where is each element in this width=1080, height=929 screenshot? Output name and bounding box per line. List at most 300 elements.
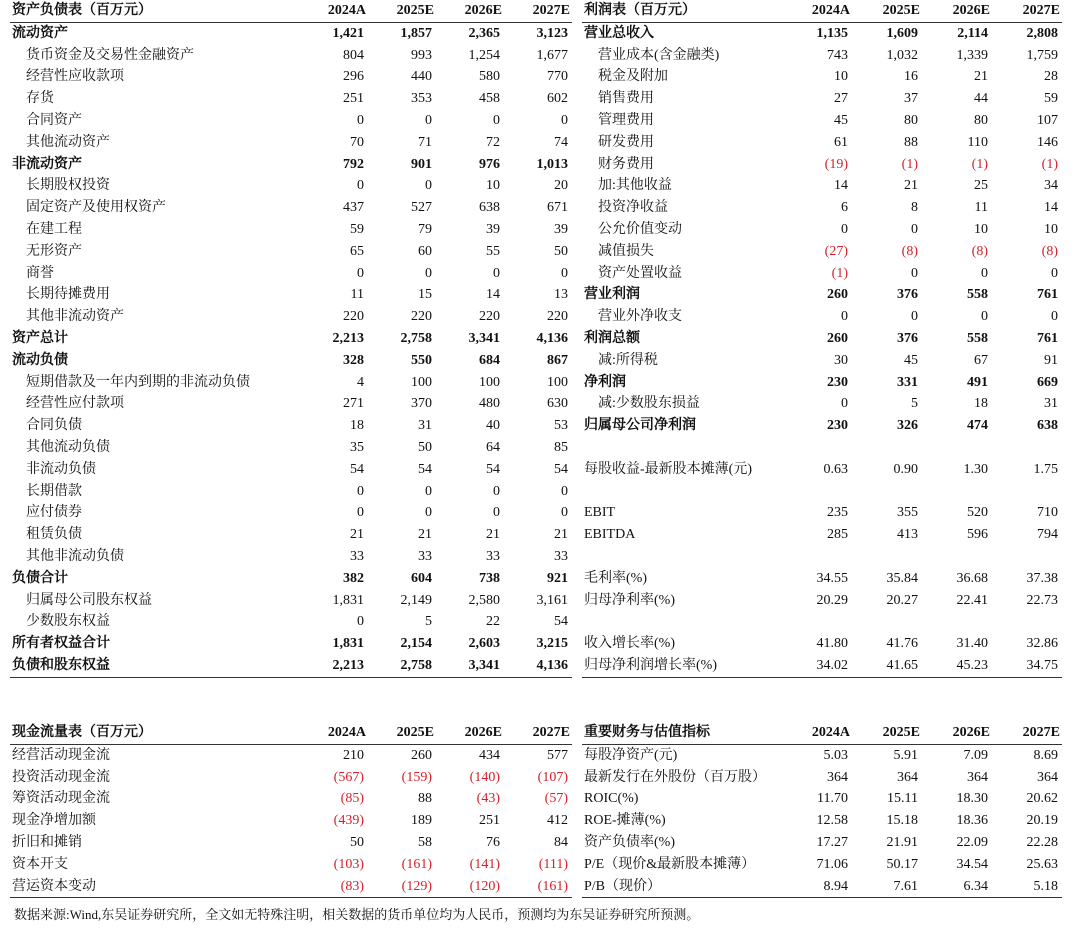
row-label: 其他流动负债: [26, 439, 110, 455]
cell-value: 792: [343, 156, 364, 172]
cell-value: 21: [418, 527, 432, 543]
cell-value: 4: [357, 374, 364, 390]
row-label: 归母净利润增长率(%): [582, 655, 782, 677]
cell-value: 45.23: [922, 655, 992, 677]
cell-value: 0: [357, 265, 364, 281]
cell-value: 37.38: [1026, 570, 1058, 586]
cell-value: 738: [479, 570, 500, 586]
cell-value: 0: [1051, 265, 1058, 281]
cell-value: (140): [469, 769, 500, 785]
cell-value: 440: [411, 69, 432, 85]
cell-value: 604: [411, 570, 432, 586]
cell-value: 2,213: [300, 655, 368, 677]
cell-value: (107): [537, 769, 568, 785]
cell-value: 84: [554, 834, 568, 850]
cell-value: 710: [1037, 505, 1058, 521]
cell-value: [992, 437, 1062, 459]
cell-value: 21: [350, 527, 364, 543]
cell-value: 296: [343, 69, 364, 85]
cell-value: 50.17: [886, 856, 918, 872]
cell-value: 15: [418, 287, 432, 303]
cell-value: 40: [486, 418, 500, 434]
cell-value: 328: [343, 352, 364, 368]
cell-value: 21.91: [886, 834, 918, 850]
row-label: 营业外净收支: [598, 309, 682, 325]
year-header: 2027E: [992, 722, 1062, 744]
row-label: 负债和股东权益: [10, 655, 300, 677]
cell-value: 376: [897, 330, 918, 346]
row-label: 筹资活动现金流: [12, 791, 110, 807]
cell-value: 684: [479, 352, 500, 368]
cell-value: 34.02: [782, 655, 852, 677]
cell-value: 20.27: [886, 592, 918, 608]
year-header: 2026E: [922, 0, 992, 22]
cell-value: 10: [974, 221, 988, 237]
cell-value: 1,254: [468, 47, 500, 63]
cell-value: 364: [897, 769, 918, 785]
cell-value: 80: [904, 112, 918, 128]
row-label: 其他非流动负债: [26, 548, 124, 564]
cell-value: 33: [418, 548, 432, 564]
table-row: [10, 132, 572, 154]
cell-value: 59: [350, 221, 364, 237]
cell-value: 5.91: [893, 747, 918, 763]
row-label: 归属母公司净利润: [584, 418, 696, 434]
row-label: 减:所得税: [598, 352, 658, 368]
cell-value: 20.19: [1026, 813, 1058, 829]
cell-value: 550: [411, 352, 432, 368]
table-row: [10, 175, 572, 197]
row-label: 租赁负债: [26, 527, 82, 543]
cell-value: 0: [841, 396, 848, 412]
cell-value: 434: [479, 747, 500, 763]
cell-value: 993: [411, 47, 432, 63]
cell-value: 55: [486, 243, 500, 259]
cell-value: 558: [967, 287, 988, 303]
cell-value: 353: [411, 91, 432, 107]
cell-value: 520: [967, 505, 988, 521]
table-row: [10, 767, 572, 789]
cell-value: 8.94: [782, 876, 852, 898]
cell-value: 1,831: [332, 636, 364, 652]
row-label: 负债合计: [12, 570, 68, 586]
table-row: [582, 219, 1062, 241]
row-label: 无形资产: [26, 243, 82, 259]
cell-value: 76: [486, 834, 500, 850]
cell-value: 7.61: [852, 876, 922, 898]
cell-value: 11: [350, 287, 364, 303]
table-row: [10, 524, 572, 546]
table-row: [10, 744, 572, 766]
cell-value: 5.03: [823, 747, 848, 763]
row-label: 税金及附加: [598, 69, 668, 85]
row-label: 折旧和摊销: [12, 834, 82, 850]
cell-value: [922, 481, 992, 503]
cell-value: 0: [911, 265, 918, 281]
cell-value: 53: [554, 418, 568, 434]
table-row: [582, 154, 1062, 176]
row-label: 存货: [26, 91, 54, 107]
row-label: 营业利润: [584, 287, 640, 303]
cell-value: 0: [425, 178, 432, 194]
cell-value: 0: [493, 112, 500, 128]
cell-value: 671: [547, 200, 568, 216]
table-row: [10, 437, 572, 459]
cell-value: 271: [343, 396, 364, 412]
row-label: 加:其他收益: [598, 178, 672, 194]
year-header: 2025E: [368, 0, 436, 22]
row-label: [582, 546, 782, 568]
cell-value: 0: [911, 221, 918, 237]
balance-title: 资产负债表（百万元）: [10, 0, 300, 22]
cell-value: 64: [486, 439, 500, 455]
row-label: 公允价值变动: [598, 221, 682, 237]
cell-value: 558: [967, 330, 988, 346]
cell-value: 364: [827, 769, 848, 785]
valuation-table: [582, 722, 1062, 898]
cell-value: 413: [897, 527, 918, 543]
row-label: 管理费用: [598, 112, 654, 128]
row-label: 所有者权益合计: [12, 636, 110, 652]
cell-value: (120): [436, 876, 504, 898]
row-label: 非流动负债: [26, 461, 96, 477]
table-row: [582, 810, 1062, 832]
cell-value: 1,677: [536, 47, 568, 63]
cell-value: [922, 437, 992, 459]
cell-value: 18.36: [956, 813, 988, 829]
row-label: P/B（现价）: [582, 876, 782, 898]
cell-value: 794: [1037, 527, 1058, 543]
cell-value: 3,341: [468, 330, 500, 346]
cell-value: 0.63: [823, 461, 848, 477]
cell-value: 1,421: [332, 25, 364, 41]
row-label: 经营活动现金流: [12, 747, 110, 763]
cell-value: 71.06: [816, 856, 848, 872]
cell-value: 638: [1037, 418, 1058, 434]
cell-value: (1): [901, 156, 918, 172]
cell-value: 2,365: [468, 25, 500, 41]
cell-value: 20: [554, 178, 568, 194]
cell-value: 14: [834, 178, 848, 194]
cell-value: 10: [834, 69, 848, 85]
cell-value: 770: [547, 69, 568, 85]
row-label: 长期待摊费用: [26, 287, 110, 303]
table-row: [582, 372, 1062, 394]
row-label: 每股收益-最新股本摊薄(元): [584, 461, 752, 477]
cell-value: 22.73: [1026, 592, 1058, 608]
row-label: 资产总计: [12, 330, 68, 346]
cell-value: 230: [827, 374, 848, 390]
table-row: [10, 810, 572, 832]
table-row: [10, 832, 572, 854]
cell-value: 25.63: [1026, 856, 1058, 872]
valuation-title: 重要财务与估值指标: [582, 722, 782, 744]
table-row: [582, 284, 1062, 306]
row-label: EBIT: [584, 505, 616, 521]
cell-value: 14: [486, 287, 500, 303]
cell-value: 32.86: [1026, 636, 1058, 652]
table-row: [10, 854, 572, 876]
row-label: [582, 611, 782, 633]
cell-value: 235: [827, 505, 848, 521]
cell-value: 33: [350, 548, 364, 564]
cell-value: [782, 611, 852, 633]
cell-value: 260: [827, 330, 848, 346]
cell-value: 34.75: [992, 655, 1062, 677]
table-row: [582, 481, 1062, 503]
table-row: [10, 655, 572, 677]
table-row: [582, 524, 1062, 546]
row-label: 其他非流动资产: [26, 309, 124, 325]
cell-value: 34: [1044, 178, 1058, 194]
cell-value: 1,032: [886, 47, 918, 63]
cell-value: 2,213: [332, 330, 364, 346]
cell-value: 2,758: [400, 330, 432, 346]
row-label: 营业总收入: [584, 25, 654, 41]
table-row: [10, 393, 572, 415]
table-row: [10, 546, 572, 568]
row-label: 经营性应收款项: [26, 69, 124, 85]
cell-value: 28: [1044, 69, 1058, 85]
cell-value: 11.70: [817, 791, 848, 807]
cell-value: 480: [479, 396, 500, 412]
row-label: 财务费用: [598, 156, 654, 172]
cell-value: 0: [425, 112, 432, 128]
cell-value: 580: [479, 69, 500, 85]
cell-value: 44: [974, 91, 988, 107]
cell-value: 0: [425, 483, 432, 499]
cell-value: 20.62: [1026, 791, 1058, 807]
cell-value: [992, 611, 1062, 633]
cell-value: 21: [486, 527, 500, 543]
year-header: 2027E: [992, 0, 1062, 22]
row-label: 净利润: [584, 374, 626, 390]
row-label: EBITDA: [584, 527, 636, 543]
cell-value: 58: [418, 834, 432, 850]
cell-value: [852, 546, 922, 568]
cell-value: 355: [897, 505, 918, 521]
cell-value: (439): [333, 813, 364, 829]
cell-value: 22.09: [956, 834, 988, 850]
cell-value: 70: [350, 134, 364, 150]
cell-value: 5.18: [992, 876, 1062, 898]
row-label: 非流动资产: [12, 156, 82, 172]
table-row: [10, 241, 572, 263]
cell-value: (8): [901, 243, 918, 259]
row-label: 应付债券: [26, 505, 82, 521]
cell-value: 31.40: [956, 636, 988, 652]
cell-value: (103): [333, 856, 364, 872]
cell-value: 8: [911, 200, 918, 216]
row-label: [582, 481, 782, 503]
cell-value: 743: [827, 47, 848, 63]
cell-value: 15.11: [887, 791, 918, 807]
cell-value: 0: [493, 505, 500, 521]
cell-value: 2,114: [957, 25, 988, 41]
cell-value: [852, 481, 922, 503]
cell-value: 0: [561, 265, 568, 281]
cell-value: 107: [1037, 112, 1058, 128]
cell-value: 15.18: [886, 813, 918, 829]
table-row: [10, 88, 572, 110]
table-row: [582, 788, 1062, 810]
cell-value: 0: [493, 483, 500, 499]
cell-value: 80: [974, 112, 988, 128]
table-row: [10, 22, 572, 44]
year-header: 2024A: [300, 0, 368, 22]
cell-value: (129): [368, 876, 436, 898]
year-header: 2027E: [504, 722, 572, 744]
table-row: [582, 876, 1062, 898]
cell-value: (83): [300, 876, 368, 898]
cell-value: 34.55: [816, 570, 848, 586]
table-row: [10, 154, 572, 176]
table-row: [582, 568, 1062, 590]
cell-value: 18.30: [956, 791, 988, 807]
cell-value: 21: [904, 178, 918, 194]
table-row: [582, 415, 1062, 437]
table-row: [582, 633, 1062, 655]
cell-value: 41.80: [816, 636, 848, 652]
cell-value: 45: [904, 352, 918, 368]
cell-value: (57): [544, 791, 568, 807]
cell-value: (161): [401, 856, 432, 872]
row-label: 少数股东权益: [26, 614, 110, 630]
cell-value: 761: [1037, 287, 1058, 303]
cell-value: 54: [418, 461, 432, 477]
table-row: [582, 328, 1062, 350]
table-row: [582, 437, 1062, 459]
cell-value: 91: [1044, 352, 1058, 368]
cell-value: 41.76: [886, 636, 918, 652]
row-label: 营运资本变动: [10, 876, 300, 898]
row-label: 资本开支: [12, 856, 68, 872]
cell-value: 45: [834, 112, 848, 128]
cell-value: 18: [350, 418, 364, 434]
cell-value: 21: [974, 69, 988, 85]
cell-value: (8): [1041, 243, 1058, 259]
row-label: ROIC(%): [584, 791, 639, 807]
cell-value: 0: [841, 221, 848, 237]
row-label: 资产负债率(%): [584, 834, 675, 850]
row-label: 流动负债: [12, 352, 68, 368]
cell-value: 39: [486, 221, 500, 237]
cell-value: 0: [357, 112, 364, 128]
cell-value: 3,215: [536, 636, 568, 652]
cell-value: 22: [486, 614, 500, 630]
cell-value: 61: [834, 134, 848, 150]
cell-value: 3,161: [536, 592, 568, 608]
year-header: 2027E: [504, 0, 572, 22]
cell-value: 901: [411, 156, 432, 172]
cell-value: 326: [897, 418, 918, 434]
cell-value: 382: [343, 570, 364, 586]
table-row: [10, 328, 572, 350]
cell-value: 0: [561, 483, 568, 499]
cell-value: 260: [411, 747, 432, 763]
cell-value: 1,759: [1026, 47, 1058, 63]
cell-value: 22.28: [1026, 834, 1058, 850]
row-label: P/E（现价&最新股本摊薄）: [584, 856, 756, 872]
row-label: 利润总额: [584, 330, 640, 346]
cell-value: 0: [981, 265, 988, 281]
table-row: [582, 459, 1062, 481]
cell-value: 285: [827, 527, 848, 543]
table-row: [582, 66, 1062, 88]
cell-value: 0: [561, 505, 568, 521]
cell-value: 36.68: [956, 570, 988, 586]
cell-value: (567): [333, 769, 364, 785]
cell-value: (43): [476, 791, 500, 807]
table-row: [10, 284, 572, 306]
cell-value: 21: [554, 527, 568, 543]
cell-value: 16: [904, 69, 918, 85]
cell-value: 220: [547, 309, 568, 325]
cell-value: 60: [418, 243, 432, 259]
cell-value: 146: [1037, 134, 1058, 150]
table-row: [582, 393, 1062, 415]
income-title: 利润表（百万元）: [582, 0, 782, 22]
row-label: 减:少数股东损益: [598, 396, 700, 412]
table-row: [582, 854, 1062, 876]
cell-value: [992, 546, 1062, 568]
cell-value: [922, 611, 992, 633]
table-row: [10, 415, 572, 437]
row-label: 营业成本(含金融类): [598, 47, 720, 63]
cell-value: 25: [974, 178, 988, 194]
cell-value: 577: [547, 747, 568, 763]
cell-value: 37: [904, 91, 918, 107]
cashflow-table: [10, 722, 572, 898]
cell-value: 0: [425, 505, 432, 521]
cell-value: 761: [1037, 330, 1058, 346]
year-header: 2026E: [436, 0, 504, 22]
cell-value: 1,339: [956, 47, 988, 63]
cell-value: 331: [897, 374, 918, 390]
cell-value: 22.41: [956, 592, 988, 608]
cell-value: 18: [974, 396, 988, 412]
table-row: [10, 263, 572, 285]
row-label: 固定资产及使用权资产: [26, 200, 166, 216]
table-row: [10, 611, 572, 633]
table-row: [10, 66, 572, 88]
cell-value: 0: [1051, 309, 1058, 325]
cell-value: 100: [479, 374, 500, 390]
row-label: 短期借款及一年内到期的非流动负债: [26, 374, 250, 390]
cell-value: 370: [411, 396, 432, 412]
cell-value: 3,123: [536, 25, 568, 41]
cell-value: 0: [357, 614, 364, 630]
year-header: 2025E: [852, 722, 922, 744]
cell-value: 976: [479, 156, 500, 172]
year-header: 2024A: [782, 0, 852, 22]
cell-value: 867: [547, 352, 568, 368]
table-row: [10, 876, 572, 898]
table-row: [10, 590, 572, 612]
cell-value: 88: [418, 791, 432, 807]
cell-value: 527: [411, 200, 432, 216]
table-row: [10, 459, 572, 481]
cell-value: (27): [824, 243, 848, 259]
row-label: 在建工程: [26, 221, 82, 237]
cell-value: 31: [418, 418, 432, 434]
table-row: [10, 45, 572, 67]
income-header-row: [582, 0, 1062, 22]
cell-value: 596: [967, 527, 988, 543]
row-label: 最新发行在外股份（百万股）: [584, 769, 766, 785]
cell-value: (159): [401, 769, 432, 785]
row-label: 其他流动资产: [26, 134, 110, 150]
